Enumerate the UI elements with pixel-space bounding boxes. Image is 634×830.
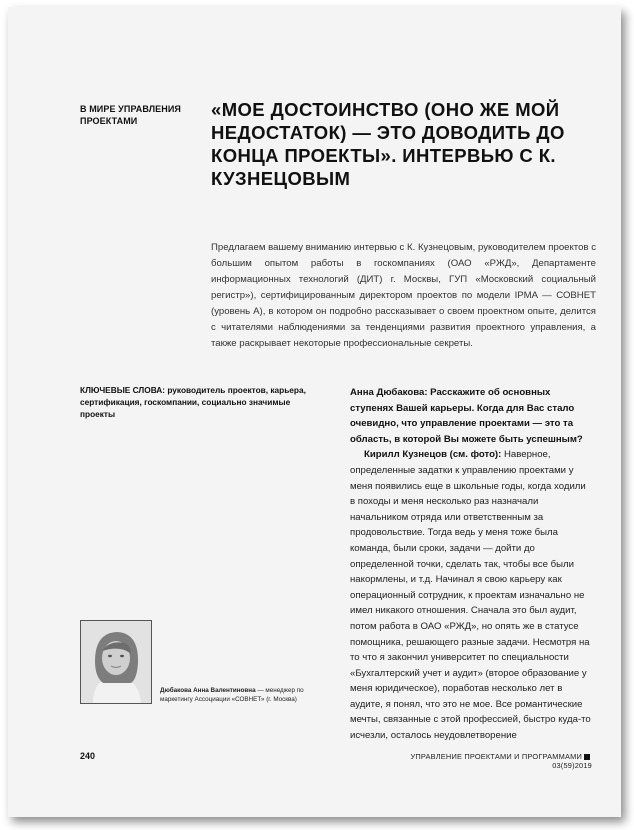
journal-page [8, 7, 621, 817]
keywords-label: КЛЮЧЕВЫЕ СЛОВА: [80, 385, 166, 395]
journal-footer [392, 752, 592, 770]
keywords-text: руководитель проектов, карьера, сертификация, госкомпании, социально значимые проекты [80, 385, 306, 419]
journal-issue: 03(59)2019 [552, 761, 592, 770]
author-photo [80, 620, 152, 704]
caption-name: Дюбакова Анна Валентиновна [160, 687, 256, 694]
answer-speaker: Кирилл Кузнецов (см. фото): [364, 449, 502, 461]
separator-square-icon [584, 754, 590, 760]
journal-name: УПРАВЛЕНИЕ ПРОЕКТАМИ И ПРОГРАММАМИ [410, 752, 582, 761]
article-title: «МОЕ ДОСТОИНСТВО (ОНО ЖЕ МОЙ НЕДОСТАТОК) — ЭТО ДОВОДИТЬ ДО КОНЦА ПРОЕКТЫ». ИНТЕРВЬЮ С К. КУЗНЕЦОВЫМ [211, 99, 565, 189]
section-rubric: В МИРЕ УПРАВЛЕНИЯ ПРОЕКТАМИ [80, 104, 181, 126]
interview-body [350, 385, 593, 744]
article-lead: Предлагаем вашему вниманию интервью с К. Кузнецовым, руководителем проектов с большим опытом работы в госкомпаниях (ОАО «РЖД», Департаменте информационных технологий (ДИТ) г. Москвы, ГУП «Московский социальный регистр»), сертифицированным директором проектов по модели IPMA — СОВНЕТ (уровень А), в котором он подробно рассказывает о своем проектном опыте, делится с читателями наблюдениями за тенденциями развития проектного управления, а также раскрывает некоторые профессиональные секреты. [211, 242, 596, 349]
keywords-block [80, 384, 310, 420]
interview-question: Анна Дюбакова: Расскажите об основных ступенях Вашей карьеры. Когда для Вас стало очевидно, что управление проектами — это та область, в которой Вы можете быть успешным? [350, 387, 583, 445]
photo-caption [160, 686, 310, 704]
answer-text: Наверное, определенные задатки к управлению проектами у меня появились еще в школьные годы, когда ходили в походы и меня несколько раз назначали начальником отряда или ответственным за продовольствие. Тогда ведь у меня тоже была команда, были сроки, задачи — дойти до определенной точки, сделать так, чтобы все были накормлены, и т.д. Начинал я свою карьеру как операционный сотрудник, к проектам изначально не имел никакого отношения. Сначала это был аудит, потом работа в ОАО «РЖД», но опять же в статусе помощника, решающего разные задачи. Несмотря на то что я закончил университет по специальности «Бухгалтерский учет и аудит» (второе образование у меня юридическое), поработав несколько лет в аудите, я понял, что это не мое. Все романтические мечты, связанные с этой профессией, быстро куда-то исчезли, осталось неудовлетворение [350, 449, 591, 742]
page-number: 240 [80, 751, 96, 761]
interview-answer [350, 447, 593, 743]
portrait-image [81, 621, 151, 703]
caption-text: — менеджер по маркетингу Ассоциации «СОВНЕТ» (г. Москва) [160, 687, 304, 703]
